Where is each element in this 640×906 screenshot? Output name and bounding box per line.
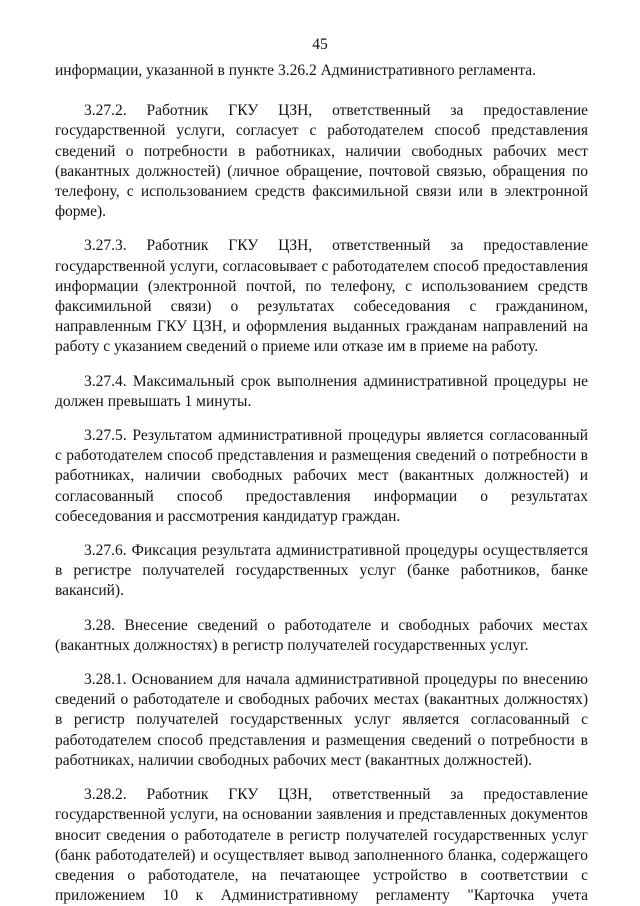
document-body — [55, 61, 588, 906]
paragraph-continuation: информации, указанной в пункте 3.26.2 Административного регламента. — [55, 62, 536, 79]
paragraph-3-27-2: 3.27.2. Работник ГКУ ЦЗН, ответственный за предоставление государственной услуги, согласует с работодателем способ представления сведений о потребности в работниках, наличии свободных рабочих мест (вакантных должностей) (личное обращение, почтовой связью, обращения по телефону, с использованием средств факсимильной связи или в электронной форме). — [55, 102, 588, 221]
paragraph-3-28-1: 3.28.1. Основанием для начала административной процедуры по внесению сведений о работодателе и свободных рабочих местах (вакантных должностях) в регистр получателей государственных услуг является согласованный с работодателем способ представления и размещения сведений о потребности в работниках, наличии свободных рабочих мест (вакантных должностей). — [55, 671, 588, 769]
paragraph-3-27-3: 3.27.3. Работник ГКУ ЦЗН, ответственный за предоставление государственной услуги, согласовывает с работодателем способ предоставления информации (электронной почтой, по телефону, с использованием средств факсимильной связи) о результатах собеседования с гражданином, направленным ГКУ ЦЗН, и оформления выданных гражданам направлений на работу с указанием сведений о приеме или отказе им в приеме на работу. — [55, 237, 588, 356]
paragraph-3-27-6: 3.27.6. Фиксация результата административной процедуры осуществляется в регистре получателей государственных услуг (банке работников, банке вакансий). — [55, 542, 588, 600]
page-number: 45 — [312, 36, 328, 53]
paragraph-3-27-4: 3.27.4. Максимальный срок выполнения административной процедуры не должен превышать 1 минуты. — [55, 372, 588, 410]
paragraph-3-27-5: 3.27.5. Результатом административной процедуры является согласованный с работодателем способ представления и размещения сведений о потребности в работниках, наличии свободных рабочих мест (вакантных должностей) и согласованный способ предоставления информации о результатах собеседования и рассмотрения кандидатур граждан. — [55, 427, 588, 525]
paragraph-3-28-2: 3.28.2. Работник ГКУ ЦЗН, ответственный за предоставление государственной услуги, на основании заявления и представленных документов вносит сведения о работодателе в регистр получателей государственных услуг (банк работодателей) и осуществляет вывод заполненного бланка, содержащего сведения о работодателе, на печатающее устройство в соответствии с приложением 10 к Административному регламенту "Карточка учета — [55, 786, 588, 905]
paragraph-3-28: 3.28. Внесение сведений о работодателе и свободных рабочих местах (вакантных должностях) в регистр получателей государственных услуг. — [55, 616, 588, 654]
